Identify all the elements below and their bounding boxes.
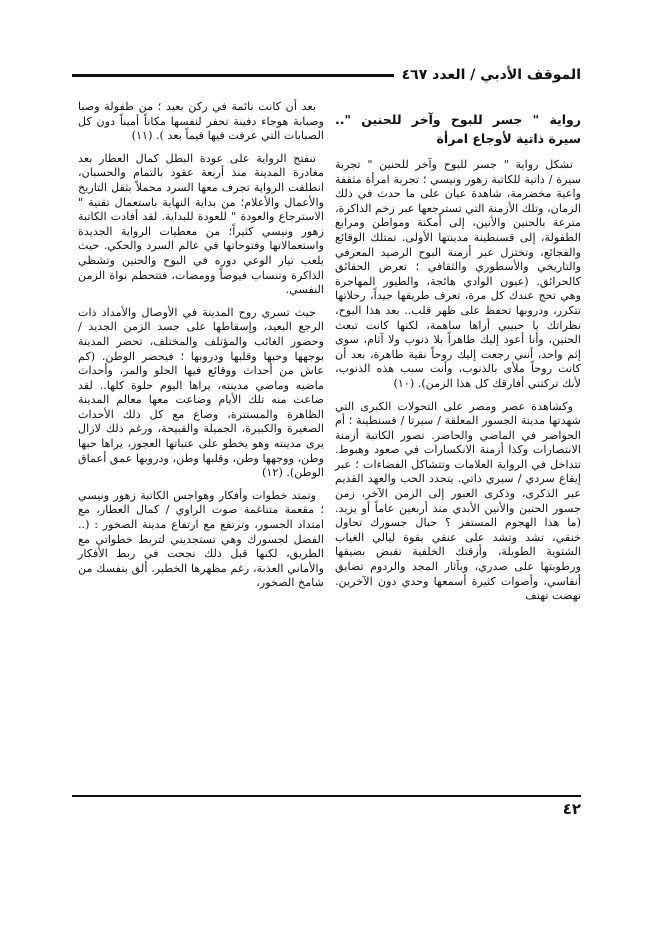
paragraph: تشكل رواية " جسر للبوح وآخر للحنين " تجربة سيرة / ذاتية للكاتبة زهور ونيسي ؛ تجربة امرأة مثقفة واعية مخضرمة، شاهدة عيان على ما حدث في ذلك الزمان، وتلك الأزمنة التي تسترجعها عبر زخم الذاكرة، مترعة بالحنين والأنين، إلى أمكنة ومواطن ومرابع الطفولة، إلى قسنطينة مدينتها الأولى. تمتلك الوقائع والفجائع، وتختزل عبر أزمنة البوح الرصيد المعرفي والتاريخي والأسطوري والثقافي ؛ تعرض الحقائق كالحرائق. (عيون الوادي هائجة، والطيور المهاجرة وهي تحج عندك كل مرة، تعرف طريقها جيداً، رحلاتها تتكرر، ودروبها تحفظ على ظهر قلب.. بعد هذا البوح، نظراتك يا حبيبي أراها ساهمة، لكنها كانت تبعث الحنين، وأنا أعود إليك طاهراً بلا ذنوب ولا آثام، سوى إثم واحد، أنني رجعت إليك روحاً نقية طاهرة، بعد أن كانت روحاً ملأى بالذنوب، وأنت سبب هذه الذنوب، لأنك تركتني أفارقك كل هذا الزمن). (١٠): [335, 158, 581, 390]
paragraph: تنفتح الرواية على عودة البطل كمال العطار بعد مغادرة المدينة منذ أربعة عقود بالتمام والحسبان، انطلقت الرواية تجرف معها السرد محملاً بثقل التاريخ والأعمال والأعلام؛ من بداية النهاية باستعمال تقنية " الاسترجاع والعودة " للعودة للبداية. لقد أفادت الكاتبة زهور ونيسي كثيراً؛ من معطيات الرواية الجديدة واستعمالاتها وفتوحاتها في عالم السرد والحكي. حيث يلعب تيار الوعي دوره في البوح والحنين وتشظي الذاكرة وتنساب فيوضاً وومضات، فتتحطم نواة الزمن النفسي.: [78, 151, 324, 297]
right-column: [335, 100, 581, 612]
paragraph: بعد أن كانت نائمة في ركن بعيد ؛ من طفولة وصبا وصبابة هوجاء دفينة تحفر لنفسها مكاناً أميناً دون كل الصبابات التي عرفت فيها قيماً بعد ). (١١): [78, 100, 324, 143]
paragraph: حيث تسري روح المدينة في الأوصال والأمداد ذات الرجع البعيد، وإسقاطها على جسد الزمن الجديد / وحضور الغائب والمؤتلف والمختلف، تحضر المدينة بوجهها وحبها وقلبها ودروبها ؛ فيحضر الوطن. (كم عاش من أحداث ووقائع فيها الحلو والمر، وأحداث ماضيه وماضي مدينته، يراها اليوم حلوة كلها.. لقد ضاعت منه تلك الأيام وضاعت معها معالم المدينة الظاهرة والمستترة، وضاع مع كل ذلك الأحداث الصغيرة والكبيرة، الجميلة والقبيحة، ورغم ذلك لازال يرى مدينته وهو يخطو على عتباتها العجوز، يراها حبها وطن، ووجهها وطن، وقلبها وطن، ودروبها عمق أعماق الوطن). (١٢): [78, 305, 324, 480]
left-column: [78, 100, 324, 599]
footer-rule: [72, 795, 581, 797]
paragraph: وتمتد خطوات وأفكار وهواجس الكاتبة زهور ونيسي ؛ مقعمة متناغمة صوت الراوي / كمال العطار، مع امتداد الجسور، وترتفع مع ارتفاع مدينة الصخور : (.. الفضل لجسورك وهي تستجديني لتربط خطواتي مع الطريق، لكنها قبل ذلك نجحت في ربط الأفكار والأماني العذبة، رغم مظهرها الخطير. ألق بنفسك من شامخ الصخور،: [78, 488, 324, 590]
article-title: رواية " جسر للبوح وآخر للحنين ".. سيرة ذاتية لأوجاع امرأة: [335, 112, 581, 146]
running-header: [72, 60, 581, 90]
header-rule: [72, 74, 394, 77]
paragraph: وكشاهدة عصر ومصر على التحولات الكبرى التي شهدتها مدينة الجسور المعلقة / سيرتا / قسنطينة ؛ أم الحواضر في الماضي والحاضر. تصور الكاتبة أزمنة الانتصارات وكذا أزمنة الانكسارات في صعود وهبوط. تتداخل في الرواية العلامات وتتشاكل الفضاءات ؛ عبر إيقاع سردي / سيري ذاتي. يتجدد الحب والعهد القديم عبر الذكرى، وذكرى العبور إلى الزمن الآخر، زمن جسور الحنين والأنين الأبدي منذ أربعين عاماً أو يزيد. (ما هذا الهجوم المستفز ؟ حبال جسورك تحاول خنقي، تشد وتشد على عنقي بقوة ليالي الغياب الشتوية الطويلة، وأزقتك الخلفية تقبض بضيقها ورطوبتها على صدري، وبآثار المجد والردوم تضايق أنفاسي، وأصوات كثيرة أسمعها وحدي دون الآخرين. نهضت تهتف: [335, 399, 581, 603]
page-number: ٤٢: [562, 800, 581, 818]
journal-issue-title: الموقف الأدبي / العدد ٤٦٧: [401, 67, 581, 83]
